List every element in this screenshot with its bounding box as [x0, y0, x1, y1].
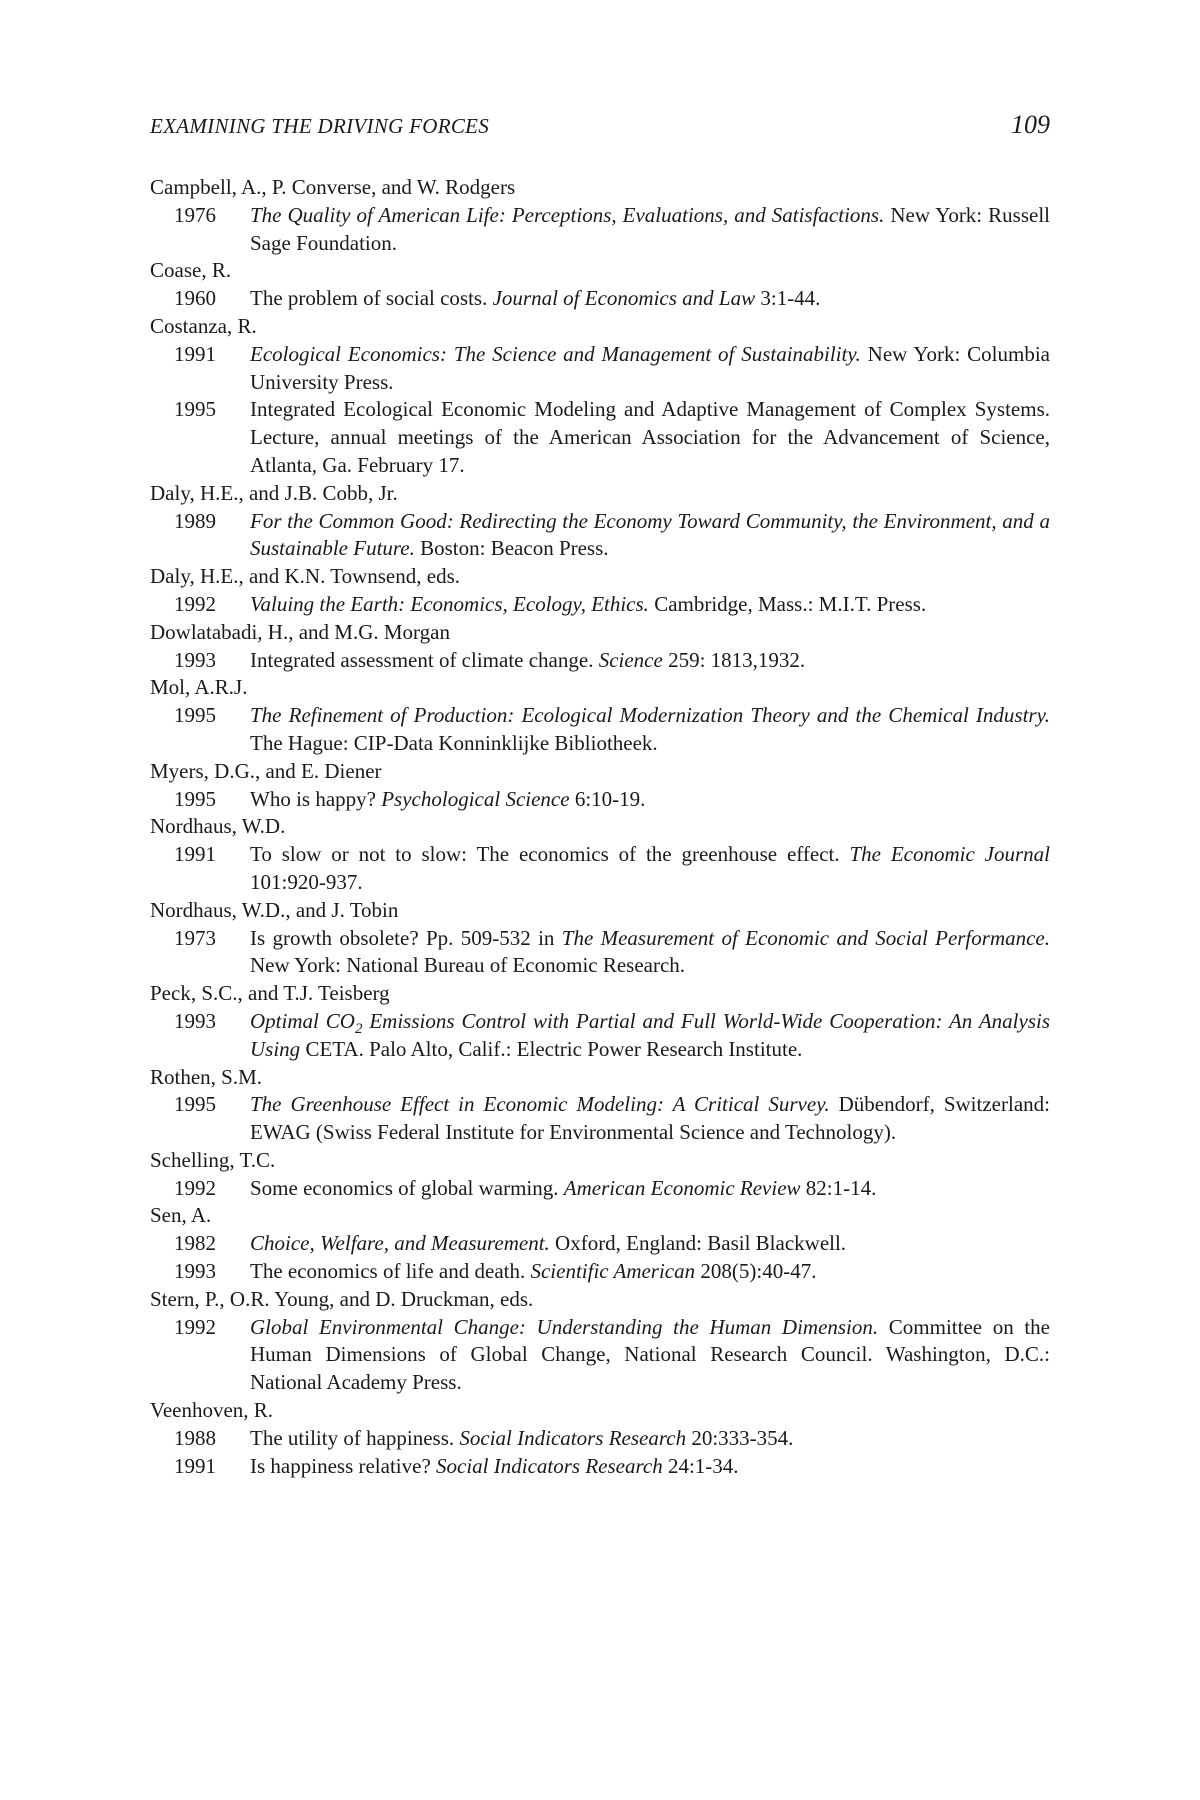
reference-publisher: New York: Columbia University Press.: [250, 341, 1050, 394]
reference-title: Valuing the Earth: Economics, Ecology, Ethics.: [250, 591, 649, 616]
reference-group: [150, 480, 1050, 563]
reference-group: [150, 563, 1050, 619]
reference-year: 1993: [174, 647, 216, 672]
reference-year: 1988: [174, 1425, 216, 1450]
reference-journal: Scientific American: [530, 1259, 696, 1284]
subscript: 2: [354, 1020, 363, 1037]
page-number: 109: [1011, 110, 1050, 139]
reference-author: Nordhaus, W.D., and J. Tobin: [150, 897, 399, 922]
reference-publisher: 3:1-44.: [755, 286, 821, 311]
reference-year: 1995: [174, 703, 216, 728]
reference-entry: [150, 841, 1050, 897]
reference-journal: Science: [598, 647, 663, 672]
reference-year: 1993: [174, 1008, 216, 1033]
reference-author: Stern, P., O.R. Young, and D. Druckman, eds.: [150, 1286, 534, 1311]
reference-year: 1991: [174, 842, 216, 867]
reference-text: The utility of happiness.: [250, 1425, 460, 1450]
reference-publisher: Committee on the Human Dimensions of Global Change, National Research Council. Washington, D.C.: National Academy Press.: [250, 1314, 1050, 1395]
reference-publisher: The Hague: CIP-Data Konninklijke Bibliotheek.: [250, 730, 658, 755]
reference-publisher: CETA. Palo Alto, Calif.: Electric Power Research Institute.: [300, 1036, 803, 1061]
reference-entry: [150, 396, 1050, 479]
reference-author: Mol, A.R.J.: [150, 675, 248, 700]
reference-entry: [150, 786, 1050, 814]
reference-author: Rothen, S.M.: [150, 1064, 263, 1089]
reference-author: Veenhoven, R.: [150, 1398, 274, 1423]
reference-journal: The Measurement of Economic and Social Performance.: [561, 925, 1050, 950]
reference-author: Daly, H.E., and K.N. Townsend, eds.: [150, 564, 460, 589]
reference-text: The economics of life and death.: [250, 1259, 531, 1284]
reference-entry: [150, 1175, 1050, 1203]
reference-journal: American Economic Review: [563, 1175, 801, 1200]
reference-text: Some economics of global warming.: [250, 1175, 564, 1200]
reference-entry: [150, 925, 1050, 981]
reference-title: The Refinement of Production: Ecological Modernization Theory and the Chemical Industry.: [250, 703, 1050, 728]
reference-journal: Journal of Economics and Law: [492, 286, 756, 311]
reference-author: Myers, D.G., and E. Diener: [150, 758, 382, 783]
reference-author: Peck, S.C., and T.J. Teisberg: [150, 981, 390, 1006]
reference-year: 1976: [174, 202, 216, 227]
reference-journal: Social Indicators Research: [459, 1425, 687, 1450]
reference-group: [150, 174, 1050, 257]
reference-publisher: 82:1-14.: [800, 1175, 877, 1200]
reference-publisher: Cambridge, Mass.: M.I.T. Press.: [648, 591, 927, 616]
reference-journal: Social Indicators Research: [436, 1453, 663, 1478]
reference-entry: [150, 508, 1050, 564]
reference-title: For the Common Good: Redirecting the Economy Toward Community, the Environment, and a Sustainable Future.: [250, 508, 1050, 561]
reference-publisher: New York: Russell Sage Foundation.: [250, 202, 1051, 255]
reference-title: Ecological Economics: The Science and Management of Sustainability.: [250, 341, 861, 366]
reference-text: Integrated assessment of climate change.: [250, 647, 599, 672]
reference-year: 1992: [174, 591, 216, 616]
reference-group: [150, 1397, 1050, 1480]
reference-publisher: 259: 1813,1932.: [662, 647, 806, 672]
reference-publisher: 6:10-19.: [569, 786, 646, 811]
reference-entry: [150, 1008, 1050, 1064]
reference-year: 1992: [174, 1314, 216, 1339]
reference-text: Who is happy?: [250, 786, 382, 811]
reference-group: [150, 1064, 1050, 1147]
reference-text: Integrated Ecological Economic Modeling and Adaptive Management of Complex Systems. Lecture, annual meetings of the American Association for the Advancement of Science, Atlanta, Ga. February 17.: [250, 397, 1050, 477]
reference-group: [150, 1202, 1050, 1285]
reference-entry: [150, 1425, 1050, 1453]
reference-entry: [150, 1230, 1050, 1258]
reference-year: 1995: [174, 397, 216, 422]
reference-year: 1995: [174, 1092, 216, 1117]
reference-title: Choice, Welfare, and Measurement.: [250, 1231, 550, 1256]
reference-author: Daly, H.E., and J.B. Cobb, Jr.: [150, 480, 398, 505]
reference-year: 1995: [174, 786, 216, 811]
reference-author: Sen, A.: [150, 1203, 212, 1228]
reference-text: Is growth obsolete? Pp. 509-532 in: [250, 925, 562, 950]
reference-entry: [150, 647, 1050, 675]
reference-entry: [150, 202, 1050, 258]
title-part: Emissions Control with Partial and Full World-Wide Cooperation: An Analysis Using: [250, 1008, 1050, 1061]
reference-journal: The Economic Journal: [849, 842, 1050, 867]
reference-year: 1991: [174, 1453, 216, 1478]
running-header: [150, 110, 1050, 144]
reference-entry: [150, 341, 1050, 397]
reference-group: [150, 257, 1050, 313]
reference-group: [150, 813, 1050, 896]
reference-publisher: New York: National Bureau of Economic Research.: [250, 953, 686, 978]
reference-year: 1973: [174, 925, 216, 950]
reference-entry: [150, 1314, 1050, 1397]
reference-publisher: Boston: Beacon Press.: [414, 536, 609, 561]
reference-title: The Quality of American Life: Perceptions, Evaluations, and Satisfactions.: [250, 202, 885, 227]
reference-group: [150, 897, 1050, 980]
title-part: Optimal CO: [250, 1008, 355, 1033]
reference-year: 1982: [174, 1231, 216, 1256]
reference-group: [150, 758, 1050, 814]
reference-text: Is happiness relative?: [250, 1453, 437, 1478]
reference-author: Campbell, A., P. Converse, and W. Rodgers: [150, 175, 516, 199]
reference-publisher: 208(5):40-47.: [695, 1259, 817, 1284]
reference-group: [150, 1286, 1050, 1397]
running-title: EXAMINING THE DRIVING FORCES: [150, 114, 490, 138]
reference-year: 1989: [174, 508, 216, 533]
reference-author: Costanza, R.: [150, 313, 257, 338]
reference-author: Dowlatabadi, H., and M.G. Morgan: [150, 619, 450, 644]
reference-group: [150, 980, 1050, 1063]
reference-publisher: 20:333-354.: [686, 1425, 794, 1450]
reference-publisher: 24:1-34.: [662, 1453, 739, 1478]
reference-list: [150, 174, 1050, 1480]
reference-year: 1991: [174, 341, 216, 366]
reference-title: The Greenhouse Effect in Economic Modeling: A Critical Survey.: [250, 1092, 830, 1117]
reference-year: 1992: [174, 1175, 216, 1200]
reference-entry: [150, 702, 1050, 758]
reference-year: 1960: [174, 286, 216, 311]
reference-group: [150, 313, 1050, 480]
reference-entry: [150, 1453, 1050, 1481]
reference-author: Schelling, T.C.: [150, 1147, 276, 1172]
reference-journal: Psychological Science: [381, 786, 570, 811]
reference-entry: [150, 1091, 1050, 1147]
reference-entry: [150, 591, 1050, 619]
document-page: [150, 110, 1050, 1480]
reference-entry: [150, 1258, 1050, 1286]
reference-text: The problem of social costs.: [250, 286, 493, 311]
reference-author: Nordhaus, W.D.: [150, 814, 286, 839]
reference-group: [150, 674, 1050, 757]
reference-year: 1993: [174, 1259, 216, 1284]
reference-publisher: Oxford, England: Basil Blackwell.: [549, 1231, 847, 1256]
reference-publisher: Dübendorf, Switzerland: EWAG (Swiss Federal Institute for Environmental Science and Technology).: [250, 1092, 1050, 1145]
reference-title: Global Environmental Change: Understanding the Human Dimension.: [250, 1314, 879, 1339]
reference-group: [150, 619, 1050, 675]
reference-publisher: 101:920-937.: [250, 869, 363, 894]
reference-entry: [150, 285, 1050, 313]
reference-author: Coase, R.: [150, 258, 232, 283]
reference-text: To slow or not to slow: The economics of the greenhouse effect.: [250, 842, 850, 867]
reference-group: [150, 1147, 1050, 1203]
